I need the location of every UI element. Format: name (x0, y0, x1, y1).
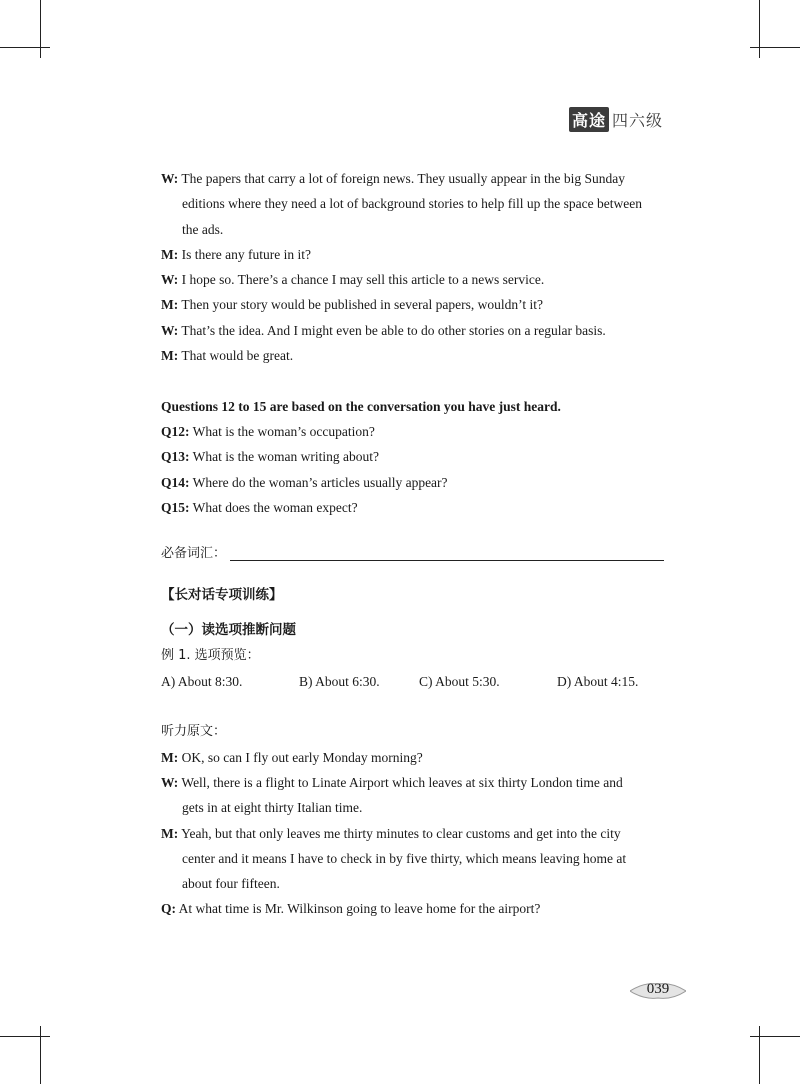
question-label: Q13: (161, 449, 190, 465)
dialogue-text: Is there any future in it? (181, 246, 311, 262)
vocab-fill-line[interactable] (230, 544, 664, 561)
spacer (161, 608, 664, 618)
option-a: A) About 8:30. (161, 673, 243, 689)
speaker-label: W: (161, 171, 179, 186)
dialogue-line (161, 166, 664, 242)
page-content (161, 166, 664, 922)
dialogue-text: That would be great. (181, 348, 294, 364)
crop-mark (0, 47, 50, 48)
dialogue-text: The papers that carry a lot of foreign news. They usually appear in the big Sunday (181, 171, 626, 186)
option-c: C) About 5:30. (419, 673, 500, 689)
dialogue-line (161, 343, 664, 368)
dialogue-text-continued: center and it means I have to check in by five thirty, which means leaving home at (182, 850, 627, 866)
question-text: What is the woman writing about? (192, 449, 379, 465)
dialogue-text: Well, there is a flight to Linate Airport which leaves at six thirty London time and (181, 774, 623, 790)
dialogue-text-continued: the ads. (182, 221, 224, 237)
questions-intro: Questions 12 to 15 are based on the conversation you have just heard. (161, 398, 561, 414)
question-label: Q15: (161, 499, 190, 515)
option-b: B) About 6:30. (299, 673, 380, 689)
question-item (161, 444, 664, 469)
crop-mark (40, 1026, 41, 1084)
subsection-title: （一）读选项推断问题 (161, 622, 296, 639)
dialogue-line (161, 318, 664, 343)
section-title: 【长对话专项训练】 (161, 587, 283, 604)
crop-mark (759, 0, 760, 58)
dialogue-text: Then your story would be published in several papers, wouldn’t it? (181, 297, 543, 313)
page-number-badge (630, 980, 686, 1002)
option-d: D) About 4:15. (557, 673, 639, 689)
question-item (161, 470, 664, 495)
speaker-label: W: (161, 322, 179, 338)
speaker-label: Q: (161, 901, 176, 917)
example-label: 例 1. 选项预览： (161, 648, 260, 664)
speaker-label: M: (161, 749, 179, 765)
dialogue-text: OK, so can I fly out early Monday morning? (181, 749, 423, 765)
dialogue-text: Yeah, but that only leaves me thirty minutes to clear customs and get into the city (181, 825, 621, 841)
dialogue-line (161, 267, 664, 292)
speaker-label: M: (161, 825, 179, 841)
dialogue-line (161, 292, 664, 317)
question-text: What does the woman expect? (192, 499, 358, 515)
speaker-label: M: (161, 348, 179, 364)
brand-logo-box: 高途 (569, 107, 609, 132)
dialogue-text: That’s the idea. And I might even be able to do other stories on a regular basis. (181, 322, 606, 338)
dialogue-text-continued: gets in at eight thirty Italian time. (182, 800, 363, 816)
spacer (161, 694, 664, 719)
crop-mark (0, 1036, 50, 1037)
dialogue-line (161, 821, 664, 897)
crop-mark (40, 0, 41, 58)
speaker-label: W: (161, 774, 179, 790)
brand-text: 四六级 (611, 110, 663, 130)
dialogue-line (161, 745, 664, 770)
dialogue-text: At what time is Mr. Wilkinson going to leave home for the airport? (178, 901, 541, 917)
crop-mark (759, 1026, 760, 1084)
vocab-row (161, 536, 664, 561)
crop-mark (750, 47, 800, 48)
question-item (161, 419, 664, 444)
crop-mark (750, 1036, 800, 1037)
speaker-label: M: (161, 297, 179, 313)
dialogue-line (161, 242, 664, 267)
dialogue-text: I hope so. There’s a chance I may sell this article to a news service. (181, 272, 545, 288)
dialogue-text-continued: about four fifteen. (182, 876, 280, 892)
options-row (161, 669, 664, 694)
dialogue-text-continued: editions where they need a lot of background stories to help fill up the space between (182, 196, 642, 212)
question-label: Q14: (161, 474, 190, 490)
speaker-label: M: (161, 246, 179, 262)
speaker-label: W: (161, 272, 179, 288)
dialogue-line (161, 896, 664, 921)
page-number: 039 (646, 981, 670, 997)
spacer (161, 561, 664, 583)
question-item (161, 495, 664, 520)
header-brand (569, 108, 663, 130)
transcript-label: 听力原文： (161, 724, 227, 740)
question-text: Where do the woman’s articles usually appear? (192, 474, 448, 490)
dialogue-line (161, 770, 664, 821)
spacer (161, 368, 664, 393)
vocab-label: 必备词汇： (161, 546, 227, 562)
question-text: What is the woman’s occupation? (192, 423, 375, 439)
question-label: Q12: (161, 423, 190, 439)
